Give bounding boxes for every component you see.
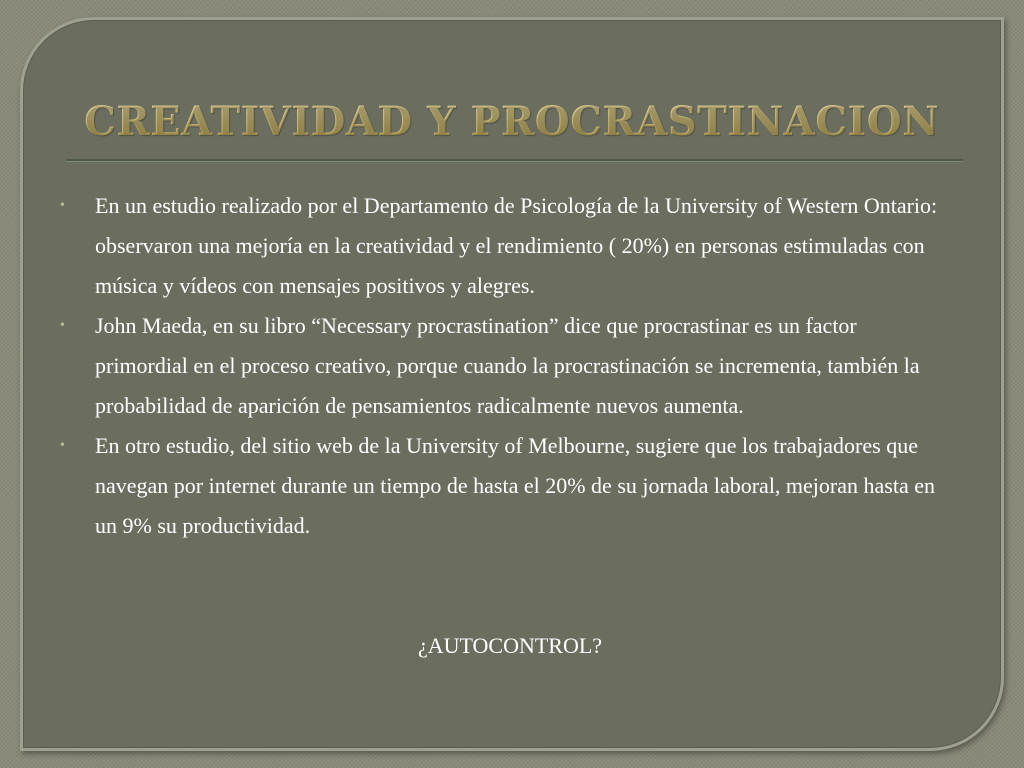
bullet-item-western-ontario	[60, 186, 948, 306]
bullet-item-john-maeda	[60, 306, 948, 426]
slide-title: CREATIVIDAD Y PROCRASTINACION	[84, 94, 984, 150]
bullet-text: En otro estudio, del sitio web de la University of Melbourne, sugiere que los trabajadores que navegan por internet durante un tiempo de hasta el 20% de su jornada laboral, mejoran hasta en un 9% su productividad.	[95, 433, 935, 538]
bullet-icon: •	[60, 438, 65, 453]
bullet-item-melbourne	[60, 426, 948, 546]
bullet-text: En un estudio realizado por el Departamento de Psicología de la University of Western Ontario: observaron una mejoría en la creatividad y el rendimiento ( 20%) en personas estimuladas con música y vídeos con mensajes positivos y alegres.	[95, 193, 938, 298]
bullet-icon: •	[60, 198, 65, 213]
bullet-text: John Maeda, en su libro “Necessary procrastination” dice que procrastinar es un factor primordial en el proceso creativo, porque cuando la procrastinación se incrementa, también la probabilidad de aparición de pensamientos radicalmente nuevos aumenta.	[95, 313, 920, 418]
bullet-list	[60, 186, 948, 546]
closing-question: ¿AUTOCONTROL?	[417, 633, 603, 658]
title-divider	[66, 159, 963, 162]
bullet-icon: •	[60, 318, 65, 333]
